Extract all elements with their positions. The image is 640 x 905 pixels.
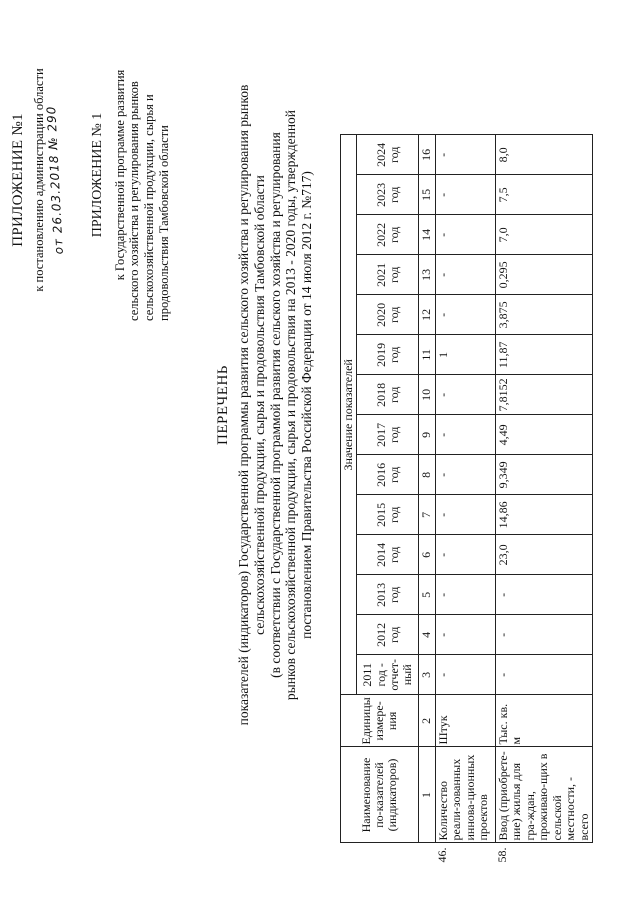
header-year: 2022 год [357, 215, 419, 255]
appendix-admin-title: ПРИЛОЖЕНИЕ №1 [10, 113, 26, 247]
column-number: 13 [419, 255, 435, 295]
indicator-value: - [435, 375, 495, 415]
indicator-value: - [435, 175, 495, 215]
appendix-program-title: ПРИЛОЖЕНИЕ № 1 [90, 112, 105, 238]
column-number: 7 [419, 495, 435, 535]
indicator-value: 7,5 [495, 175, 592, 215]
document-title-line4: рынков сельскохозяйственной продукции, сырья и продовольствия на 2013 - 2020 годы, утвержденной [283, 109, 299, 701]
indicator-value: 3,875 [495, 295, 592, 335]
column-number: 10 [419, 375, 435, 415]
indicator-value: - [435, 655, 495, 695]
indicator-value: - [435, 495, 495, 535]
appendix-admin-handwritten: от 26.03.2018 № 290 [44, 105, 67, 255]
header-year: 2020 год [357, 295, 419, 335]
indicator-value: 1 [435, 335, 495, 375]
indicator-value: - [495, 575, 592, 615]
indicator-value: - [435, 455, 495, 495]
indicator-value: - [435, 535, 495, 575]
header-year: 2021 год [357, 255, 419, 295]
column-number: 16 [419, 135, 435, 175]
indicator-value: 4,49 [495, 415, 592, 455]
indicator-value: 7,8152 [495, 375, 592, 415]
appendix-program-line4: продовольствия Тамбовской области [156, 125, 171, 321]
appendix-program-block [90, 15, 172, 335]
header-unit: Единицы измере-ния [341, 695, 419, 747]
header-year: 2017 год [357, 415, 419, 455]
indicator-value: 0,295 [495, 255, 592, 295]
header-year: 2019 год [357, 335, 419, 375]
column-number: 8 [419, 455, 435, 495]
document-title-line1: показателей (индикаторов) Государственной программы развития сельского хозяйства и регулирования рынков [235, 84, 251, 726]
indicator-value: - [435, 135, 495, 175]
table-row [495, 135, 592, 865]
indicator-value: 7,0 [495, 215, 592, 255]
row-number: 46. [435, 843, 495, 865]
document-title-line3: (в соответствии с Государственной программой развития сельского хозяйства и регулирования [267, 132, 283, 678]
appendix-program-line2: сельского хозяйства и регулирования рынков [127, 81, 142, 321]
blank-cell [341, 843, 357, 865]
column-number: 2 [419, 695, 435, 747]
document-title-block [215, 45, 315, 765]
header-group-row [341, 135, 357, 865]
indicator-value: - [435, 615, 495, 655]
column-number: 1 [419, 747, 435, 843]
indicators-table [340, 134, 593, 865]
header-name: Наименование по-казателей (индикаторов) [341, 747, 419, 843]
blank-cell [357, 843, 419, 865]
indicator-name: Ввод (приобрете-ние) жилья для гра-ждан, проживаю-щих в сельской местности, - всего [495, 747, 592, 843]
header-year: 2023 год [357, 175, 419, 215]
indicator-value: 23,0 [495, 535, 592, 575]
column-number: 9 [419, 415, 435, 455]
appendix-admin-block [10, 15, 67, 345]
appendix-program-line3: сельскохозяйственной продукции, сырья и [142, 94, 157, 321]
column-number: 14 [419, 215, 435, 255]
indicator-value: - [435, 255, 495, 295]
document-heading: ПЕРЕЧЕНЬ [215, 365, 231, 445]
table-row [435, 135, 495, 865]
column-number: 11 [419, 335, 435, 375]
header-year: 2016 год [357, 455, 419, 495]
indicator-value: - [435, 295, 495, 335]
header-year: 2013 год [357, 575, 419, 615]
indicator-value: 14,86 [495, 495, 592, 535]
header-year: 2015 год [357, 495, 419, 535]
column-number: 6 [419, 535, 435, 575]
indicator-value: - [435, 575, 495, 615]
column-number: 3 [419, 655, 435, 695]
blank-cell [419, 843, 435, 865]
indicator-value: 11,87 [495, 335, 592, 375]
header-year: 2018 год [357, 375, 419, 415]
indicator-name: Количество реали-зованных иннова-ционных проектов [435, 747, 495, 843]
indicator-value: - [495, 615, 592, 655]
row-number: 58. [495, 843, 592, 865]
document-title-line5: постановлением Правительства Российской Федерации от 14 июля 2012 г. №717) [299, 171, 315, 639]
column-number: 15 [419, 175, 435, 215]
indicator-value: 8,0 [495, 135, 592, 175]
header-year: 2012 год [357, 615, 419, 655]
document-title-line2: сельскохозяйственной продукции, сырья и продовольствия Тамбовской области [251, 175, 267, 635]
appendix-program-line1: к Государственной программе развития [112, 69, 127, 281]
column-numbers-row [419, 135, 435, 865]
header-values-group: Значение показателей [341, 135, 357, 695]
appendix-admin-to: к постановлению администрации области [31, 68, 46, 292]
column-number: 12 [419, 295, 435, 335]
column-number: 4 [419, 615, 435, 655]
header-year: 2011 год - отчет-ный [357, 655, 419, 695]
header-year: 2014 год [357, 535, 419, 575]
indicator-value: - [435, 215, 495, 255]
indicator-value: - [435, 415, 495, 455]
indicator-unit: Штук [435, 695, 495, 747]
indicator-unit: Тыс. кв. м [495, 695, 592, 747]
header-year: 2024 год [357, 135, 419, 175]
indicator-value: - [495, 655, 592, 695]
indicator-value: 9,349 [495, 455, 592, 495]
column-number: 5 [419, 575, 435, 615]
